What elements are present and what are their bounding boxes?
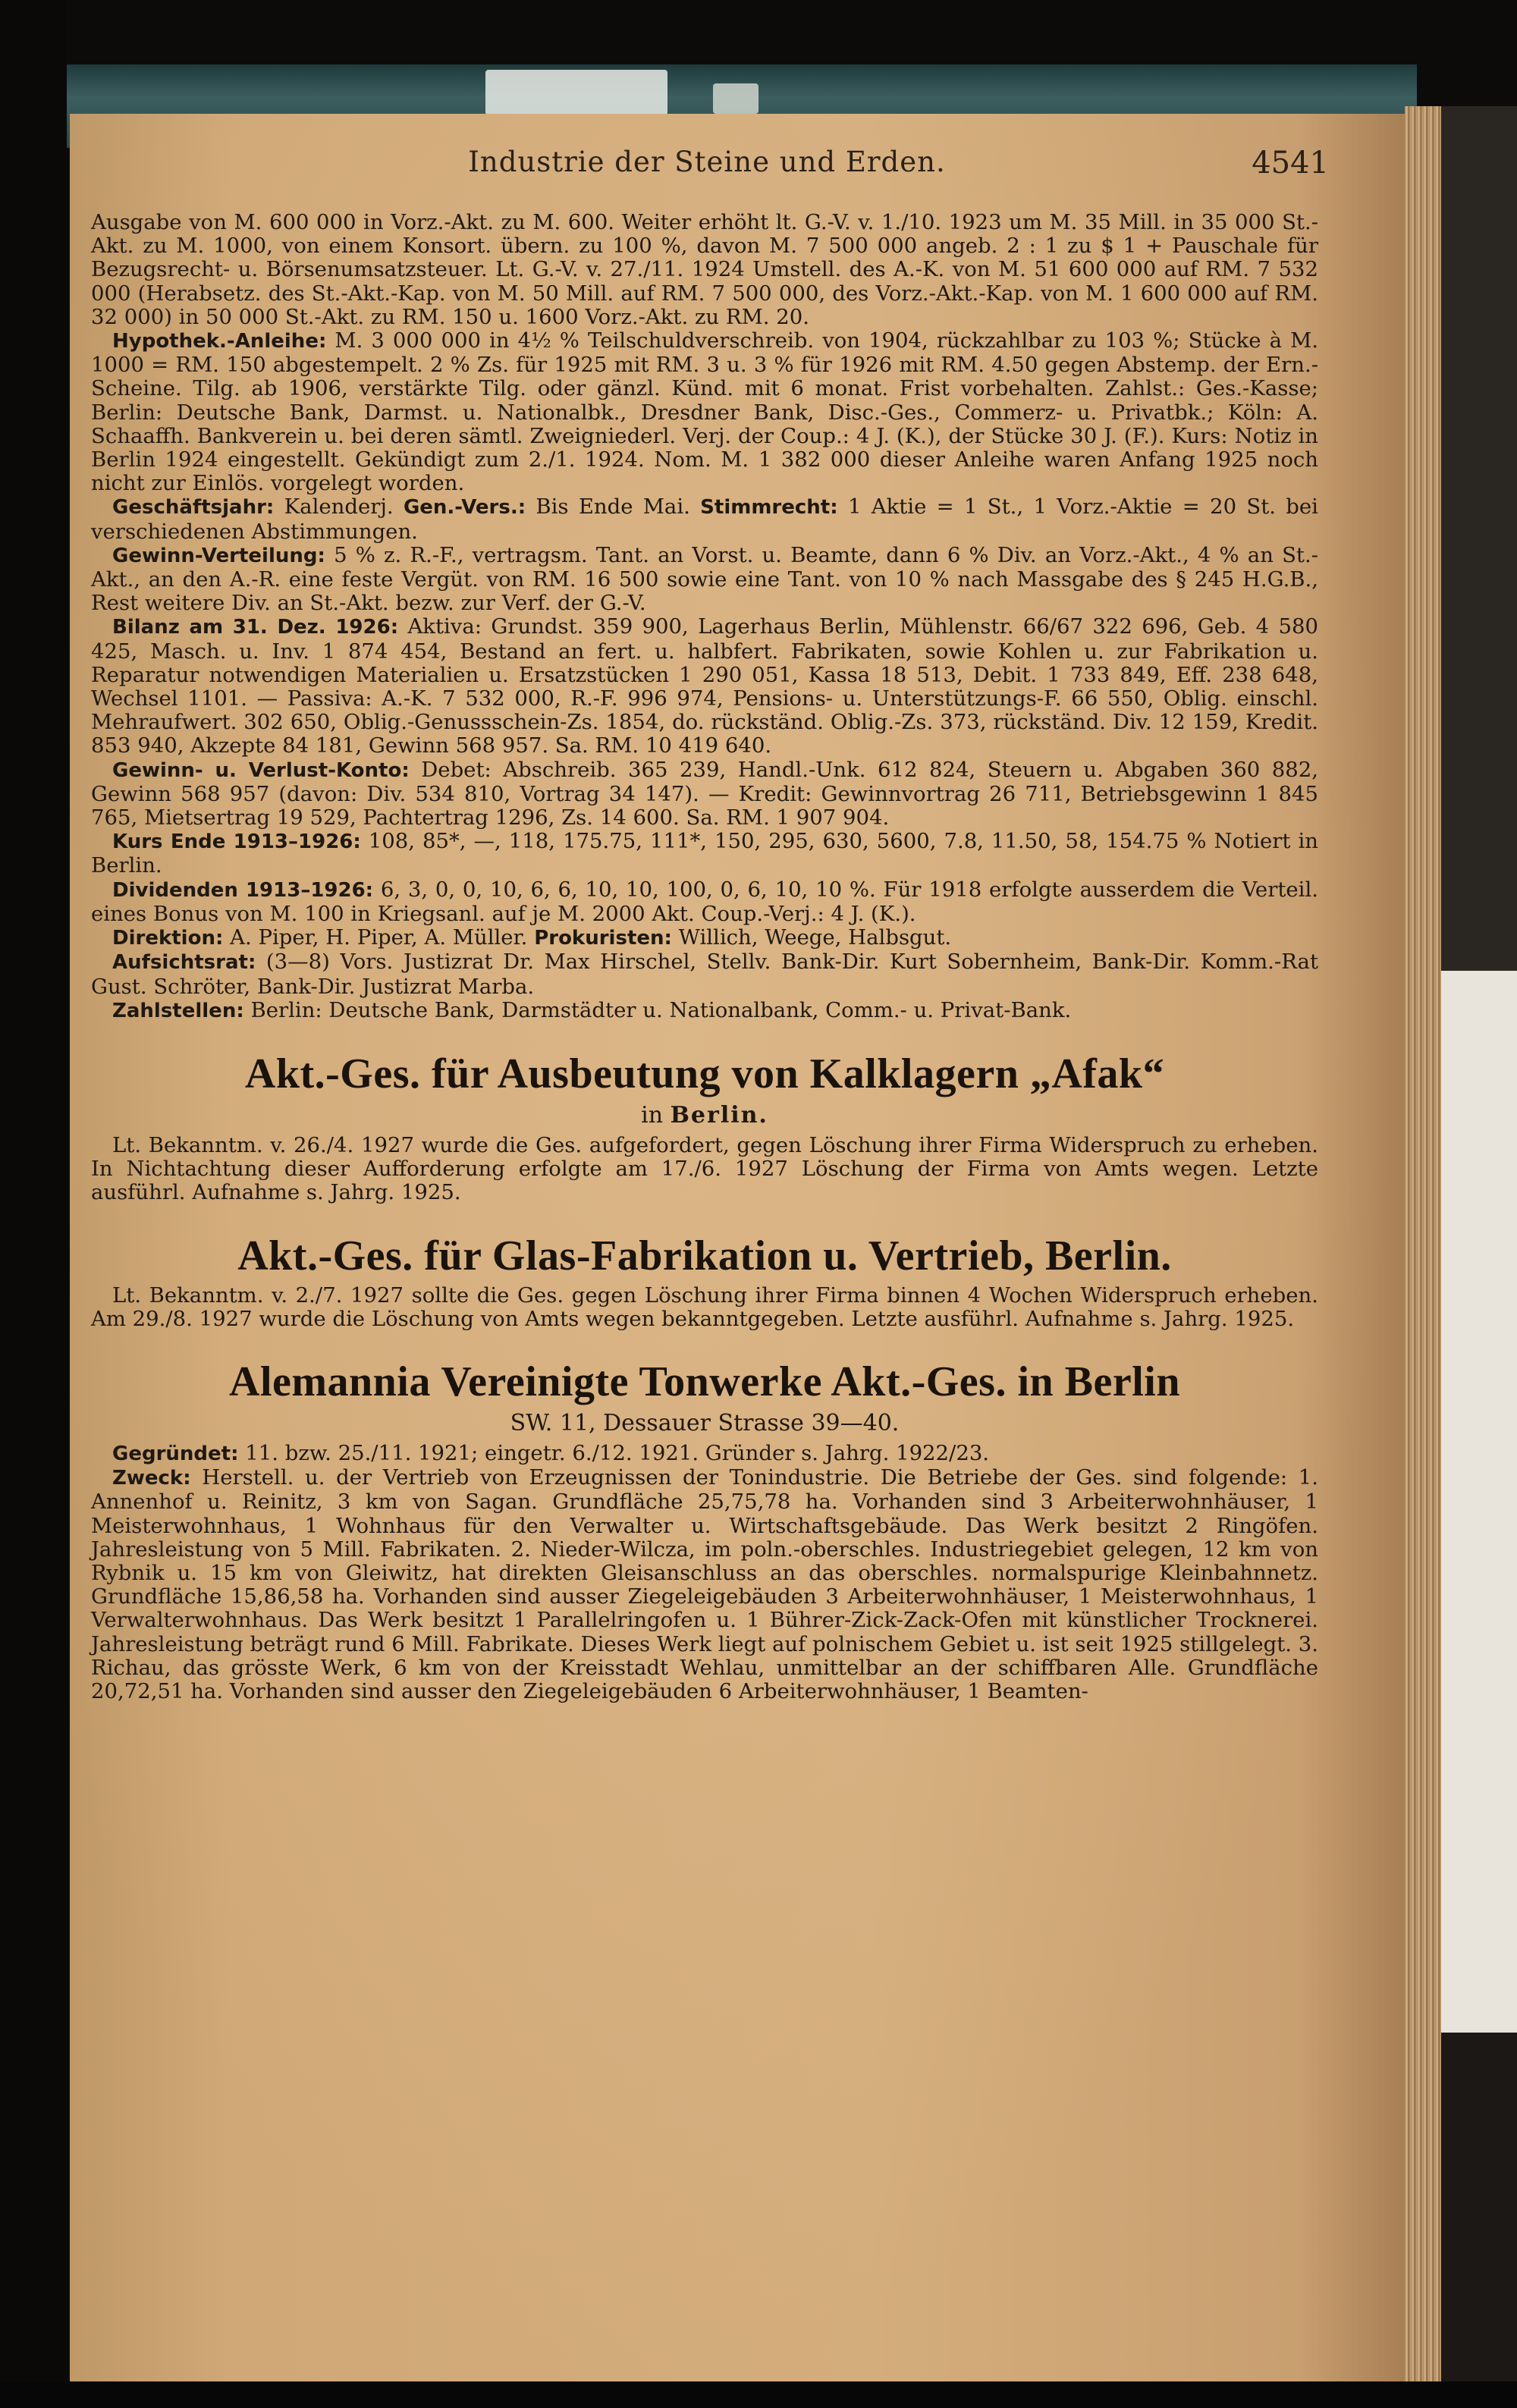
capital-history-paragraph: Ausgabe von M. 600 000 in Vorz.-Akt. zu M. 600. Weiter erhöht lt. G.-V. v. 1./10. 1923 um M. 35 Mill. in 35 000 St.-Akt. zu M. 1000, von einem Konsort. übern. zu 100 %, davon M. 7 500 000 angeb. 2 : 1 zu $ 1 + Pauschale für Bezugsrecht- u. Börsenumsatzsteuer. Lt. G.-V. v. 27./11. 1924 Umstell. des A.-K. von M. 51 600 000 auf RM. 7 532 000 (Herabsetz. des St.-Akt.-Kap. von M. 50 Mill. auf RM. 7 500 000, des Vorz.-Akt.-Kap. von M. 1 600 000 auf RM. 32 000) in 50 000 St.-Akt. zu RM. 150 u. 1600 Vorz.-Akt. zu RM. 20. <box>91 210 1318 329</box>
meeting-info-paragraph <box>91 495 1318 543</box>
hypothek-text: M. 3 000 000 in 4½ % Teilschuldverschreib. von 1904, rückzahlbar zu 103 %; Stücke à M. 1000 = RM. 150 abgestempelt. 2 % Zs. für 1925 mit RM. 3 u. 3 % für 1926 mit RM. 4.50 gegen Abstemp. der Ern.-Scheine. Tilg. ab 1906, verstärkte Tilg. oder gänzl. Künd. mit 6 monat. Frist vorbehalten. Zahlst.: Ges.-Kasse; Berlin: Deutsche Bank, Darmst. u. Nationalbk., Dresdner Bank, Disc.-Ges., Commerz- u. Privatbk.; Köln: A. Schaaffh. Bankverein u. bei deren sämtl. Zweigniederl. Verj. der Coup.: 4 J. (K.), der Stücke 30 J. (F.). Kurs: Notiz in Berlin 1924 eingestellt. Gekündigt zum 2./1. 1924. Nom. M. 1 382 000 dieser Anleihe waren Anfang 1925 noch nicht zur Einlös. vorgelegt worden. <box>91 328 1318 496</box>
afak-sub-city: Berlin. <box>670 1101 768 1129</box>
zahlstellen-text: Berlin: Deutsche Bank, Darmstädter u. Nationalbank, Comm.- u. Privat-Bank. <box>250 997 1072 1022</box>
zahlstellen-paragraph <box>91 999 1318 1023</box>
gegruendet-label: Gegründet: <box>112 1442 239 1465</box>
hypothek-label: Hypothek.-Anleihe: <box>112 330 327 353</box>
gewinn-verteilung-paragraph <box>91 544 1318 616</box>
aufsichtsrat-paragraph <box>91 950 1318 998</box>
zweck-text: Herstell. u. der Vertrieb von Erzeugnissen der Tonindustrie. Die Betriebe der Ges. sind folgende: 1. Annenhof u. Reinitz, 3 km von Sagan. Grundfläche 25,75,78 ha. Vorhanden sind 3 Arbeiterwohnhäuser, 1 Meisterwohnhaus, 1 Wohnhaus für den Verwalter u. Wirtschaftsgebäude. Das Werk besitzt 2 Ringöfen. Jahresleistung von 5 Mill. Fabrikaten. 2. Nieder-Wilcza, im poln.-oberschles. Industriegebiet gelegen, 12 km von Rybnik u. 15 km von Gleiwitz, hat direkten Gleisanschluss an das oberschles. normalspurige Kleinbahnnetz. Grundfläche 15,86,58 ha. Vorhanden sind ausser Ziegeleigebäuden 3 Arbeiterwohnhäuser, 1 Meisterwohnhaus, 1 Verwalterwohnhaus. Das Werk besitzt 1 Parallelringofen u. 1 Bührer-Zick-Zack-Ofen mit künstlicher Trocknerei. Jahresleistung beträgt rund 6 Mill. Fabrikate. Dieses Werk liegt auf polnischem Gebiet u. ist seit 1925 stillgelegt. 3. Richau, das grösste Werk, 6 km von der Kreisstadt Wehlau, unmittelbar an der schiffbaren Alle. Grundfläche 20,72,51 ha. Vorhanden sind ausser den Ziegeleigebäuden 6 Arbeiterwohnhäuser, 1 Beamten- <box>91 1465 1318 1703</box>
gewinnvert-text: 5 % z. R.-F., vertragsm. Tant. an Vorst. u. Beamte, dann 6 % Div. an Vorz.-Akt., 4 % an St.-Akt., an den A.-R. eine feste Vergüt. von RM. 16 500 sowie eine Tant. von 10 % nach Massgabe des § 245 H.G.B., Rest weitere Div. an St.-Akt. bezw. zur Verf. der G.-V. <box>91 542 1318 616</box>
gegruendet-paragraph <box>91 1442 1318 1466</box>
glas-paragraph: Lt. Bekanntm. v. 2./7. 1927 sollte die Ges. gegen Löschung ihrer Firma binnen 4 Wochen Widerspruch erheben. Am 29./8. 1927 wurde die Löschung von Amts wegen bekanntgegeben. Letzte ausführl. Aufnahme s. Jahrg. 1925. <box>91 1282 1318 1331</box>
gewinnvert-label: Gewinn-Verteilung: <box>112 544 325 567</box>
glas-title: Akt.-Ges. für Glas-Fabrikation u. Vertrieb, Berlin. <box>237 1232 1172 1279</box>
dividenden-label: Dividenden 1913–1926: <box>112 878 374 902</box>
bilanz-paragraph <box>91 615 1318 758</box>
prokuristen-label: Prokuristen: <box>534 927 672 950</box>
afak-paragraph: Lt. Bekanntm. v. 26./4. 1927 wurde die Ges. aufgefordert, gegen Löschung ihrer Firma Widerspruch zu erheben. In Nichtachtung dieser Aufforderung erfolgte am 17./6. 1927 Löschung der Firma von Amts wegen. Letzte ausführl. Aufnahme s. Jahrg. 1925. <box>91 1132 1318 1205</box>
afak-sub-prefix: in <box>641 1101 664 1129</box>
prokuristen-text: Willich, Weege, Halbsgut. <box>678 925 952 950</box>
kurs-text: 108, 85*, —, 118, 175.75, 111*, 150, 295, 630, 5600, 7.8, 11.50, 58, 154.75 % Notiert in Berlin. <box>91 829 1318 878</box>
aufsichtsrat-text: (3—8) Vors. Justizrat Dr. Max Hirschel, Stellv. Bank-Dir. Kurt Sobernheim, Bank-Dir. Komm.-Rat Gust. Schröter, Bank-Dir. Justizrat Marba. <box>91 950 1318 999</box>
scan-background-bottom <box>0 2381 1517 2408</box>
dividenden-paragraph <box>91 878 1318 926</box>
gegruendet-text: 11. bzw. 25./11. 1921; eingetr. 6./12. 1921. Gründer s. Jahrg. 1922/23. <box>245 1440 990 1465</box>
guv-paragraph <box>91 758 1318 830</box>
book-page-edges <box>1405 106 1441 2389</box>
zweck-label: Zweck: <box>112 1467 191 1490</box>
bilanz-label: Bilanz am 31. Dez. 1926: <box>112 616 399 639</box>
scan-background-left <box>0 0 67 2408</box>
direktion-text: A. Piper, H. Piper, A. Müller. <box>230 925 528 950</box>
bilanz-text: Aktiva: Grundst. 359 900, Lagerhaus Berlin, Mühlenstr. 66/67 322 696, Geb. 4 580 425, Masch. u. Inv. 1 874 454, Bestand an fert. u. halbfert. Fabrikaten, sowie Kohlen u. zur Fabrikation u. Reparatur notwendigen Materialien u. Ersatzstücken 1 290 051, Kassa 18 513, Debit. 1 733 849, Eff. 238 648, Wechsel 1101. — Passiva: A.-K. 7 532 000, R.-F. 996 974, Pensions- u. Unterstützungs-F. 66 550, Oblig. einschl. Mehraufwert. 302 650, Oblig.-Genussschein-Zs. 1854, do. rückständ. Oblig.-Zs. 373, rückständ. Div. 12 159, Kredit. 853 940, Akzepte 84 181, Gewinn 568 957. Sa. RM. 10 419 640. <box>91 614 1318 758</box>
zahlstellen-label: Zahlstellen: <box>112 999 244 1022</box>
guv-text: Debet: Abschreib. 365 239, Handl.-Unk. 612 824, Steuern u. Abgaben 360 882, Gewinn 568 957 (davon: Div. 534 810, Vortrag 34 147). — Kredit: Gewinnvortrag 26 711, Betriebsgewinn 1 845 765, Mietsertrag 19 529, Pachtertrag 1296, Zs. 14 600. Sa. RM. 1 907 904. <box>91 757 1318 830</box>
geschaeftsjahr-text: Kalenderj. <box>284 494 394 520</box>
alemannia-address: SW. 11, Dessauer Strasse 39—40. <box>510 1409 900 1436</box>
kurs-label: Kurs Ende 1913–1926: <box>112 830 361 854</box>
direktion-label: Direktion: <box>112 927 224 950</box>
zweck-paragraph <box>91 1466 1318 1703</box>
alemannia-title: Alemannia Vereinigte Tonwerke Akt.-Ges. in Berlin <box>229 1358 1180 1405</box>
page-header <box>70 146 1405 191</box>
aufsichtsrat-label: Aufsichtsrat: <box>112 951 256 975</box>
right-dark-area <box>1441 106 1517 971</box>
page-number: 4541 <box>1252 146 1329 181</box>
tab-label-white <box>485 70 667 115</box>
afak-title: Akt.-Ges. für Ausbeutung von Kalklagern „Afak“ <box>244 1050 1165 1097</box>
geschaeftsjahr-label: Geschäftsjahr: <box>112 496 275 520</box>
afak-subtitle <box>91 1102 1318 1129</box>
kurs-paragraph <box>91 830 1318 877</box>
hypothek-anleihe-paragraph <box>91 329 1318 495</box>
tab-label-white-2 <box>713 83 758 114</box>
guv-label: Gewinn- u. Verlust-Konto: <box>112 758 410 782</box>
right-dark-area-bottom <box>1441 2033 1517 2389</box>
book-page <box>70 114 1405 2381</box>
genvers-text: Bis Ende Mai. <box>536 494 690 520</box>
right-tab-white <box>1441 971 1517 2033</box>
stimmrecht-text: 1 Aktie = 1 St., 1 Vorz.-Aktie = 20 St. bei verschiedenen Abstimmungen. <box>91 494 1318 544</box>
direktion-paragraph <box>91 926 1318 950</box>
stimmrecht-label: Stimmrecht: <box>700 496 838 520</box>
running-head: Industrie der Steine und Erden. <box>468 146 946 178</box>
page-body <box>91 211 1318 1703</box>
dividenden-text: 6, 3, 0, 0, 10, 6, 6, 10, 10, 100, 0, 6, 10, 10 %. Für 1918 erfolgte ausserdem die Verteil. eines Bonus von M. 100 in Kriegsanl. auf je M. 2000 Akt. Coup.-Verj.: 4 J. (K.). <box>91 877 1318 926</box>
genvers-label: Gen.-Vers.: <box>403 496 526 520</box>
